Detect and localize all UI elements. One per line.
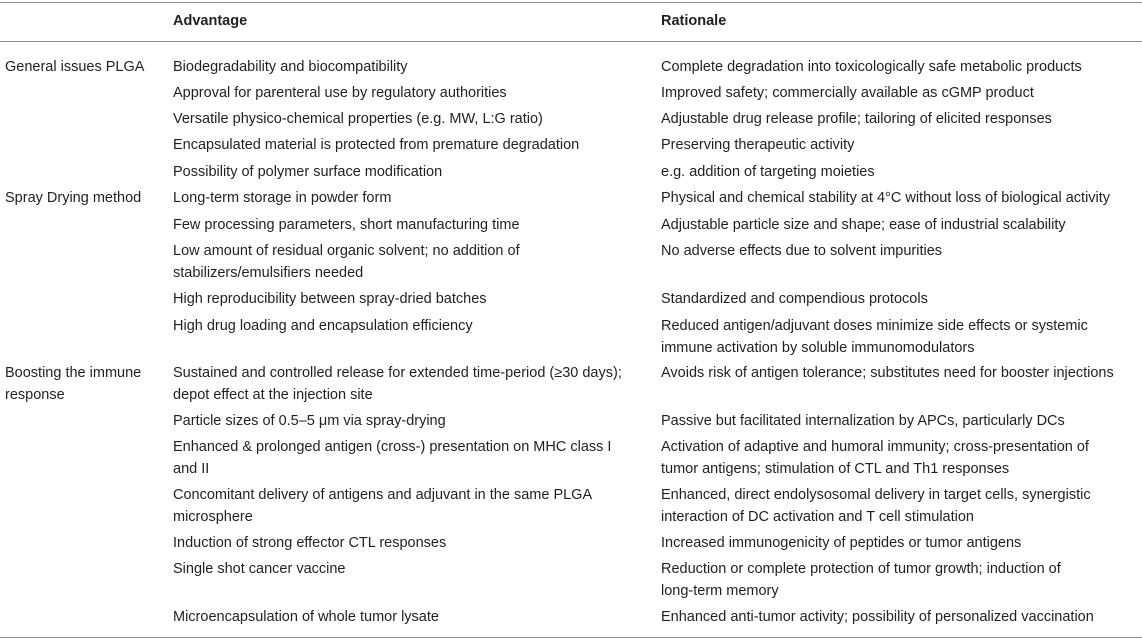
rationale-cell: Adjustable particle size and shape; ease of industrial scalability [661, 217, 1066, 233]
category-spray-drying: Spray Drying method [5, 190, 142, 206]
rationale-cell: Physical and chemical stability at 4°C without loss of biological activity [661, 190, 1111, 206]
advantage-cell: Few processing parameters, short manufacturing time [173, 217, 520, 233]
rationale-cell: No adverse effects due to solvent impurities [661, 243, 943, 259]
rationale-cell: Increased immunogenicity of peptides or tumor antigens [661, 535, 1022, 551]
rationale-cell-line2: long-term memory [661, 583, 779, 599]
advantage-cell: Single shot cancer vaccine [173, 561, 346, 577]
category-boosting-immune: Boosting the immune [5, 365, 142, 381]
rationale-cell-line2: tumor antigens; stimulation of CTL and Th1 responses [661, 461, 1010, 477]
advantage-cell: Low amount of residual organic solvent; no addition of [173, 243, 520, 259]
advantage-cell: Biodegradability and biocompatibility [173, 59, 408, 75]
rationale-cell: Avoids risk of antigen tolerance; substitutes need for booster injections [661, 365, 1114, 381]
rationale-cell: Standardized and compendious protocols [661, 291, 928, 307]
header-rationale: Rationale [661, 13, 727, 29]
header-advantage: Advantage [173, 13, 248, 29]
rationale-cell-line2: interaction of DC activation and T cell stimulation [661, 509, 974, 525]
rationale-cell: Complete degradation into toxicologically safe metabolic products [661, 59, 1082, 75]
rationale-cell-line2: immune activation by soluble immunomodulators [661, 340, 975, 356]
category-boosting-immune-line2: response [5, 387, 65, 403]
rationale-cell: Adjustable drug release profile; tailoring of elicited responses [661, 111, 1052, 127]
bottom-rule [0, 637, 1142, 638]
advantage-cell: Encapsulated material is protected from premature degradation [173, 137, 580, 153]
category-general-issues: General issues PLGA [5, 59, 145, 75]
advantage-cell: Concomitant delivery of antigens and adjuvant in the same PLGA [173, 487, 593, 503]
advantage-cell-line2: stabilizers/emulsifiers needed [173, 265, 364, 281]
rationale-cell: Reduced antigen/adjuvant doses minimize side effects or systemic [661, 318, 1088, 334]
rationale-cell: Improved safety; commercially available as cGMP product [661, 85, 1034, 101]
advantage-cell: Approval for parenteral use by regulatory authorities [173, 85, 507, 101]
advantage-cell: High drug loading and encapsulation efficiency [173, 318, 473, 334]
advantage-cell: High reproducibility between spray-dried batches [173, 291, 487, 307]
advantage-cell-line2: and II [173, 461, 210, 477]
rationale-cell: Preserving therapeutic activity [661, 137, 855, 153]
advantage-cell-line2: depot effect at the injection site [173, 387, 373, 403]
rationale-cell: Activation of adaptive and humoral immunity; cross-presentation of [661, 439, 1089, 455]
advantage-cell: Long-term storage in powder form [173, 190, 392, 206]
header-rule [0, 41, 1142, 42]
rationale-cell: Reduction or complete protection of tumor growth; induction of [661, 561, 1061, 577]
rationale-cell: Passive but facilitated internalization by APCs, particularly DCs [661, 413, 1065, 429]
advantage-cell: Possibility of polymer surface modification [173, 164, 443, 180]
advantage-cell: Microencapsulation of whole tumor lysate [173, 609, 439, 625]
advantage-cell: Induction of strong effector CTL responses [173, 535, 447, 551]
rationale-cell: e.g. addition of targeting moieties [661, 164, 875, 180]
rationale-cell: Enhanced anti-tumor activity; possibility of personalized vaccination [661, 609, 1094, 625]
rationale-cell: Enhanced, direct endolysosomal delivery in target cells, synergistic [661, 487, 1091, 503]
advantage-cell: Enhanced & prolonged antigen (cross-) presentation on MHC class I [173, 439, 612, 455]
advantage-cell: Sustained and controlled release for extended time-period (≥30 days); [173, 365, 622, 381]
advantage-cell-line2: microsphere [173, 509, 253, 525]
advantage-cell: Particle sizes of 0.5–5 μm via spray-drying [173, 413, 446, 429]
advantage-cell: Versatile physico-chemical properties (e.g. MW, L:G ratio) [173, 111, 543, 127]
top-rule [0, 2, 1142, 3]
